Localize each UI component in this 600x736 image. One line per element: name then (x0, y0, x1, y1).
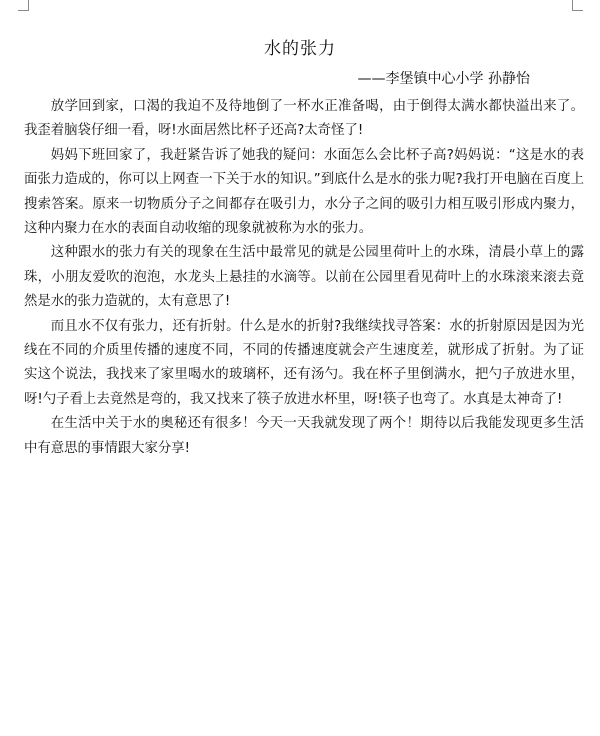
paragraph-4: 而且水不仅有张力，还有折射。什么是水的折射?我继续找寻答案：水的折射原因是因为光线在不同的介质里传播的速度不同，不同的传播速度就会产生速度差，就形成了折射。为了证实这个说法，我找来了家里喝水的玻璃杯，还有汤勺。我在杯子里倒满水，把勺子放进水里，呀!勺子看上去竟然是弯的，我又找来了筷子放进水杯里，呀!筷子也弯了。水真是太神奇了! (24, 318, 584, 407)
document-body (24, 95, 584, 461)
document-title: 水的张力 (264, 39, 336, 59)
paragraph-5: 在生活中关于水的奥秘还有很多！今天一天我就发现了两个！期待以后我能发现更多生活中有意思的事情跟大家分享! (24, 416, 584, 456)
author-line: ——李堡镇中心小学 孙静怡 (357, 71, 530, 87)
paragraph-3: 这种跟水的张力有关的现象在生活中最常见的就是公园里荷叶上的水珠，清晨小草上的露珠，小朋友爱吹的泡泡，水龙头上悬挂的水滴等。以前在公园里看见荷叶上的水珠滚来滚去竟然是水的张力造就的，太有意思了! (24, 245, 584, 310)
page-corner-mark-right (572, 0, 583, 11)
paragraph-2: 妈妈下班回家了，我赶紧告诉了她我的疑问：水面怎么会比杯子高?妈妈说：“这是水的表面张力造成的，你可以上网查一下关于水的知识。”到底什么是水的张力呢?我打开电脑在百度上搜索答案。原来一切物质分子之间都存在吸引力，水分子之间的吸引力相互吸引形成内聚力，这种内聚力在水的表面自动收缩的现象就被称为水的张力。 (24, 147, 584, 237)
page-corner-mark-left (18, 0, 29, 11)
paragraph-1: 放学回到家，口渴的我迫不及待地倒了一杯水正准备喝，由于倒得太满水都快溢出来了。我歪着脑袋仔细一看，呀!水面居然比杯子还高?太奇怪了! (24, 99, 584, 139)
